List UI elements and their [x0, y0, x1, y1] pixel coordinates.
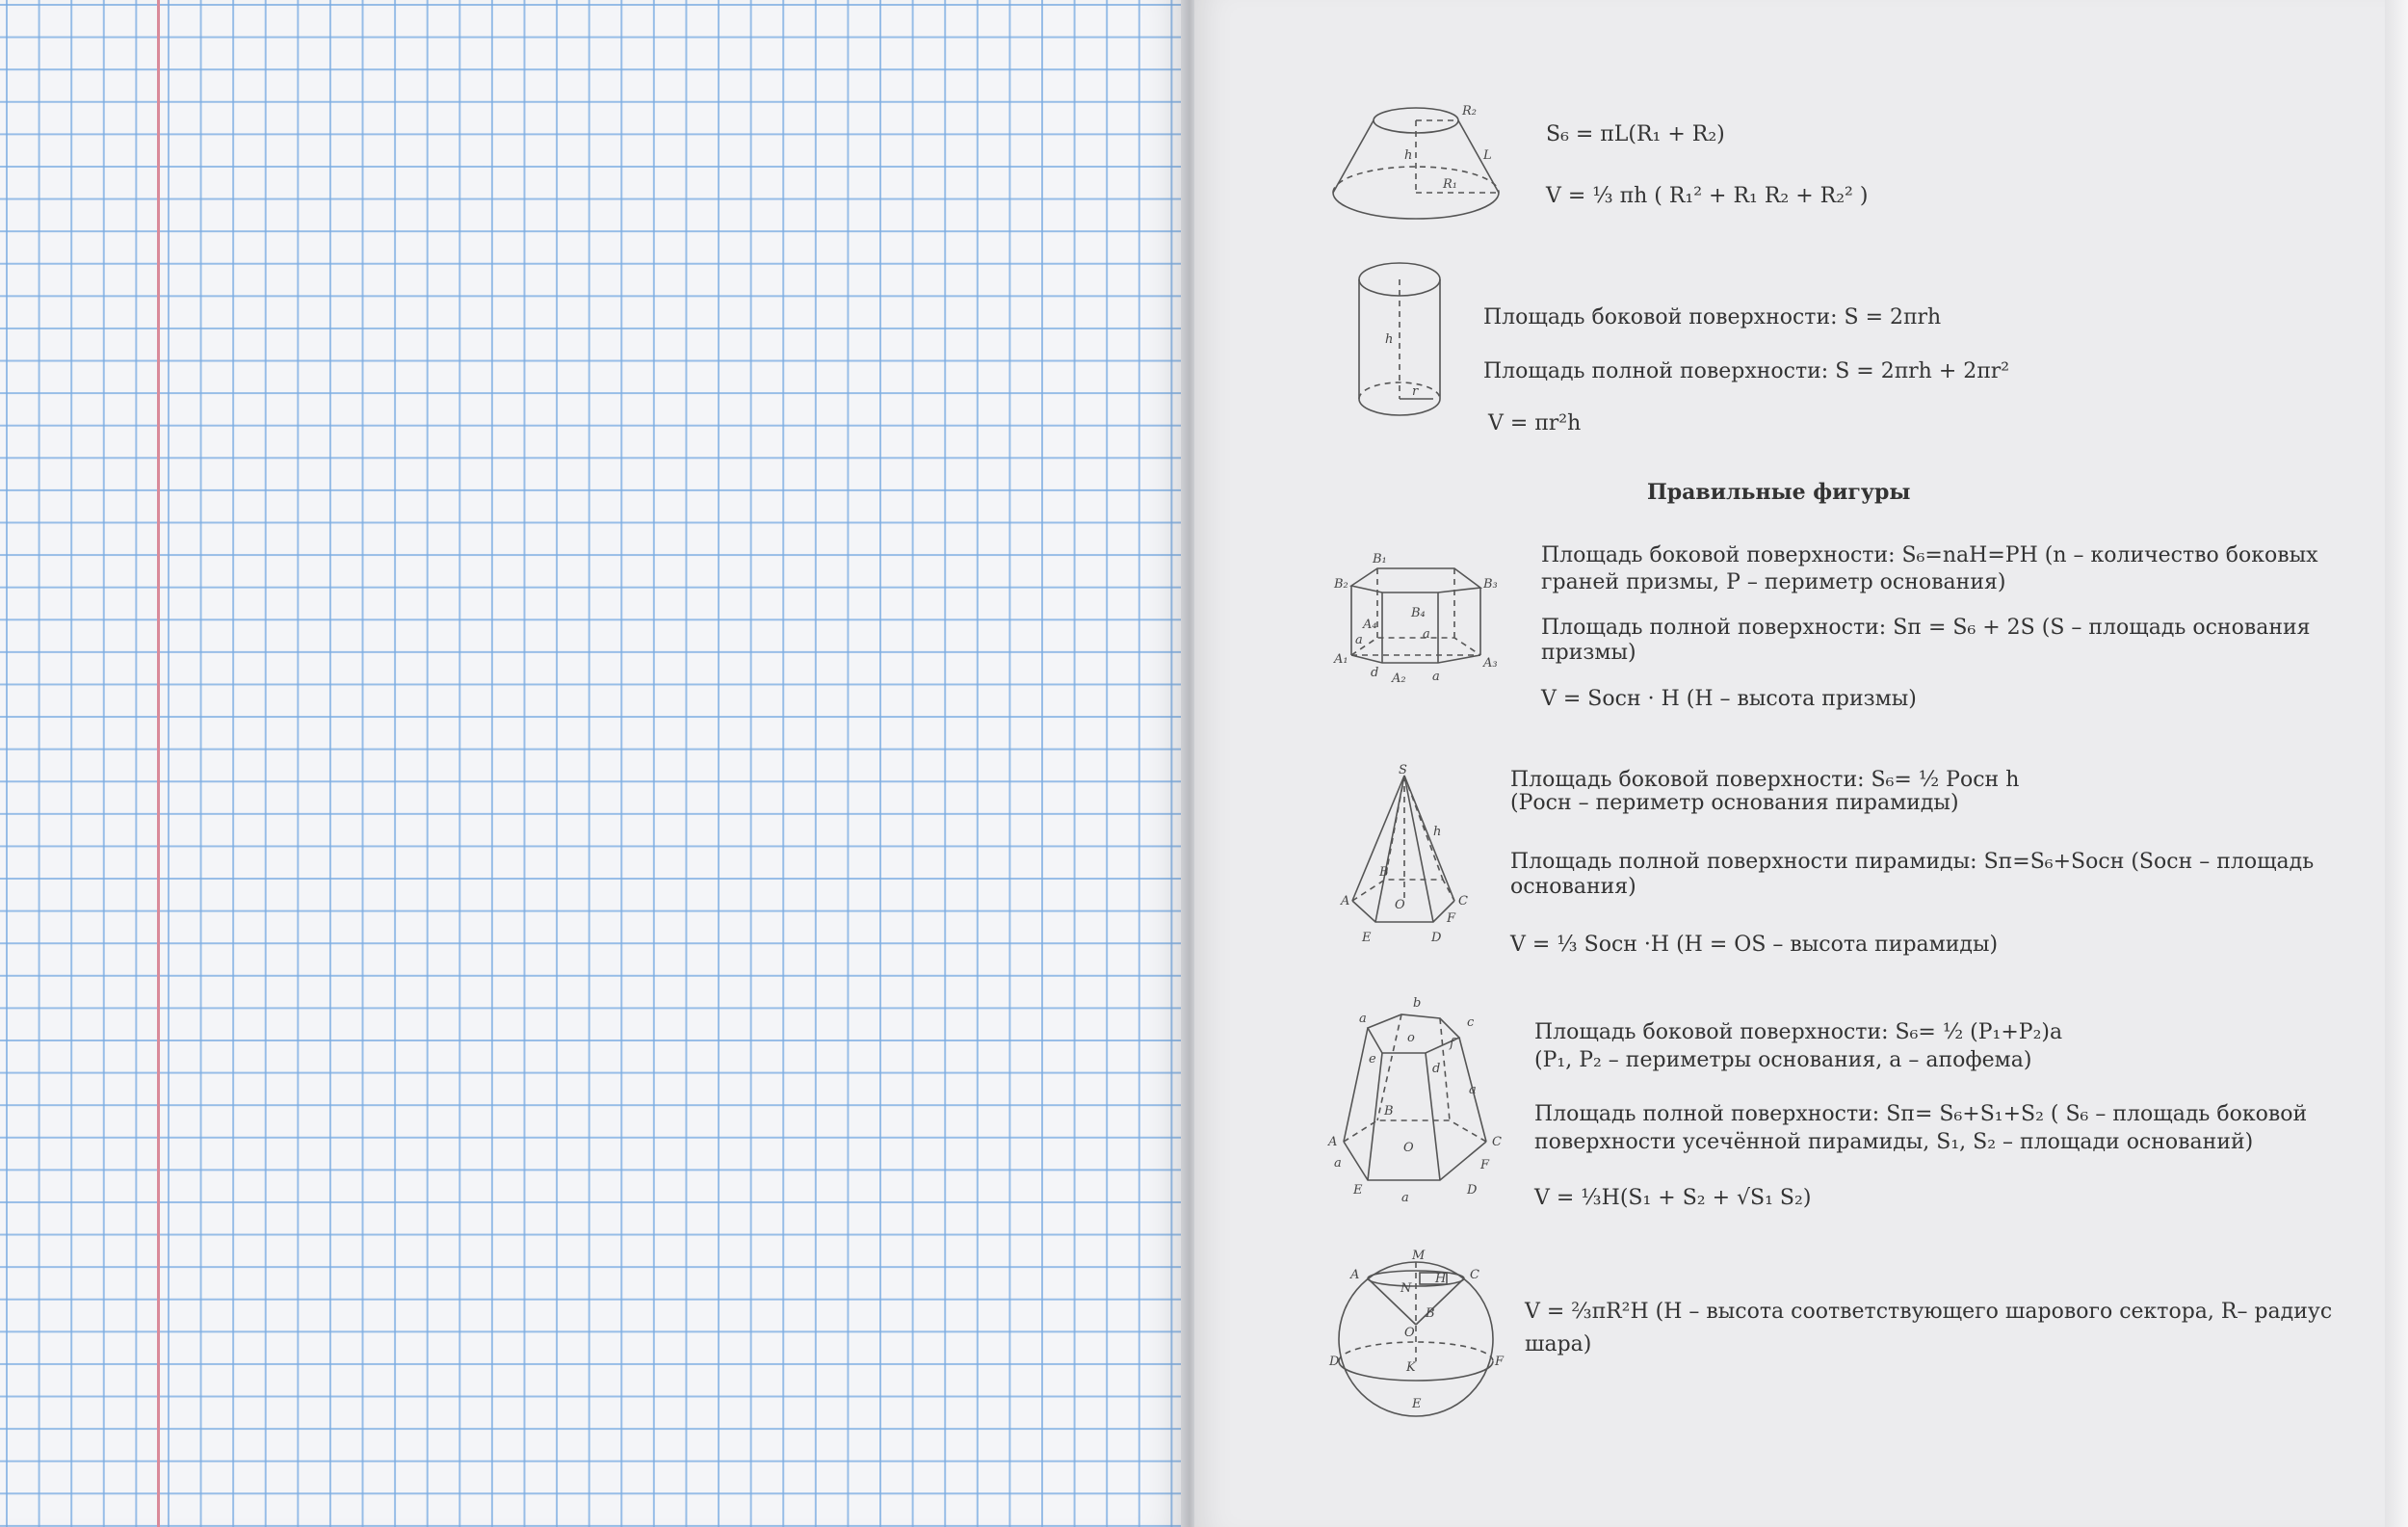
- label-o: O: [1404, 1326, 1415, 1340]
- prism-lateral-area: Площадь боковой поверхности: S₆=naH=PH (n – количество боковых: [1541, 543, 2318, 567]
- label-e-top: e: [1369, 1052, 1376, 1066]
- label-a: A: [1350, 1268, 1360, 1282]
- label-k: K: [1406, 1360, 1416, 1375]
- label-b: B: [1426, 1306, 1435, 1321]
- pyramid-volume: V = ⅓ Sосн ·H (H = OS – высота пирамиды): [1510, 933, 1999, 957]
- label-f: F: [1480, 1158, 1490, 1172]
- label-e: E: [1353, 1183, 1363, 1198]
- label-c: C: [1458, 894, 1468, 908]
- label-b: B: [1384, 1104, 1394, 1119]
- grid-page: [0, 0, 1191, 1527]
- label-f-top: f: [1450, 1037, 1454, 1051]
- label-b: B: [1379, 865, 1389, 880]
- prism-volume: V = Sосн · H (H – высота призмы): [1541, 687, 1917, 711]
- frustum-pyramid-figure: [1324, 997, 1507, 1209]
- label-e: E: [1412, 1397, 1422, 1411]
- label-a2: A₂: [1392, 671, 1406, 686]
- label-r2: R₂: [1462, 104, 1477, 118]
- cylinder-total-area: Площадь полной поверхности: S = 2πrh + 2πr²: [1483, 359, 2010, 383]
- prism-lateral-area-cont: граней призмы, P – периметр основания): [1541, 570, 2006, 594]
- label-b-top: b: [1413, 996, 1422, 1011]
- frustum-lateral-area-cont: (P₁, P₂ – периметры основания, a – апофема): [1534, 1048, 2032, 1072]
- label-h: h: [1385, 332, 1394, 347]
- label-n: N: [1400, 1281, 1412, 1296]
- label-h: H: [1435, 1272, 1447, 1286]
- label-c: C: [1470, 1268, 1479, 1282]
- pyramid-total-area-cont: основания): [1510, 875, 1636, 899]
- label-d: D: [1467, 1183, 1478, 1198]
- label-b4: B₄: [1411, 606, 1426, 620]
- label-a-top: a: [1359, 1012, 1367, 1026]
- label-f: F: [1447, 911, 1456, 926]
- label-apothem: a: [1469, 1083, 1477, 1097]
- frustum-total-area-cont: поверхности усечённой пирамиды, S₁, S₂ – площади оснований): [1534, 1130, 2254, 1154]
- label-a: A: [1328, 1135, 1338, 1149]
- label-a-left: a: [1355, 633, 1363, 647]
- label-a-side: a: [1334, 1156, 1342, 1171]
- frustum-volume: V = ⅓H(S₁ + S₂ + √S₁ S₂): [1534, 1186, 1812, 1210]
- label-l: L: [1483, 148, 1492, 163]
- pyramid-total-area: Площадь полной поверхности пирамиды: Sп=S₆+Sосн (Sосн – площадь: [1510, 850, 2315, 874]
- page-edge: [2385, 0, 2408, 1527]
- label-a-bottom: a: [1432, 670, 1440, 684]
- label-h: h: [1433, 825, 1442, 839]
- label-a1: A₁: [1334, 652, 1348, 667]
- label-d-top: d: [1432, 1062, 1441, 1076]
- section-title: Правильные фигуры: [1647, 480, 1911, 505]
- pyramid-figure: [1337, 763, 1477, 959]
- label-a-top: a: [1423, 627, 1430, 642]
- label-b1: B₁: [1373, 552, 1387, 566]
- label-a-bottom: a: [1401, 1191, 1409, 1205]
- label-d: D: [1431, 931, 1442, 945]
- pyramid-lateral-area-cont: (Pосн – периметр основания пирамиды): [1510, 791, 1959, 815]
- label-b2: B₂: [1334, 577, 1348, 592]
- prism-total-area-cont: призмы): [1541, 641, 1636, 665]
- label-d: d: [1371, 666, 1379, 680]
- label-o: O: [1403, 1141, 1414, 1155]
- label-m: M: [1412, 1249, 1426, 1263]
- prism-figure: [1334, 549, 1498, 694]
- label-r: r: [1412, 384, 1419, 399]
- label-h: h: [1404, 148, 1413, 163]
- cone-volume: V = ⅓ πh ( R₁² + R₁ R₂ + R₂² ): [1546, 184, 1869, 208]
- label-a: A: [1341, 894, 1350, 908]
- label-o: O: [1395, 898, 1405, 912]
- label-e: E: [1362, 931, 1372, 945]
- label-s: S: [1399, 763, 1407, 777]
- prism-total-area: Площадь полной поверхности: Sп = S₆ + 2S (S – площадь основания: [1541, 616, 2311, 640]
- label-a3: A₃: [1483, 656, 1498, 671]
- cone-lateral-area: S₆ = πL(R₁ + R₂): [1546, 122, 1725, 146]
- label-d: D: [1329, 1355, 1340, 1369]
- frustum-lateral-area: Площадь боковой поверхности: S₆= ½ (P₁+P₂)a: [1534, 1020, 2063, 1044]
- label-f: F: [1495, 1355, 1505, 1369]
- frustum-total-area: Площадь полной поверхности: Sп= S₆+S₁+S₂ ( S₆ – площадь боковой: [1534, 1102, 2308, 1126]
- label-a4: A₄: [1363, 618, 1377, 632]
- cylinder-volume: V = πr²h: [1488, 411, 1582, 435]
- sphere-sector-figure: [1329, 1248, 1503, 1421]
- pyramid-lateral-area: Площадь боковой поверхности: S₆= ½ Pосн h: [1510, 768, 2020, 792]
- label-c: C: [1492, 1135, 1502, 1149]
- sphere-volume: V = ⅔πR²H (H – высота соответствующего шарового сектора, R– радиус: [1525, 1300, 2333, 1324]
- label-o-top: o: [1407, 1031, 1415, 1045]
- label-c-top: c: [1467, 1015, 1475, 1030]
- label-b3: B₃: [1483, 577, 1498, 592]
- cylinder-figure: [1356, 258, 1443, 422]
- cone-frustum-figure: [1329, 101, 1503, 236]
- label-r1: R₁: [1443, 177, 1457, 192]
- cylinder-lateral-area: Площадь боковой поверхности: S = 2πrh: [1483, 305, 1942, 329]
- margin-line: [157, 0, 160, 1527]
- sphere-volume-cont: шара): [1525, 1332, 1592, 1356]
